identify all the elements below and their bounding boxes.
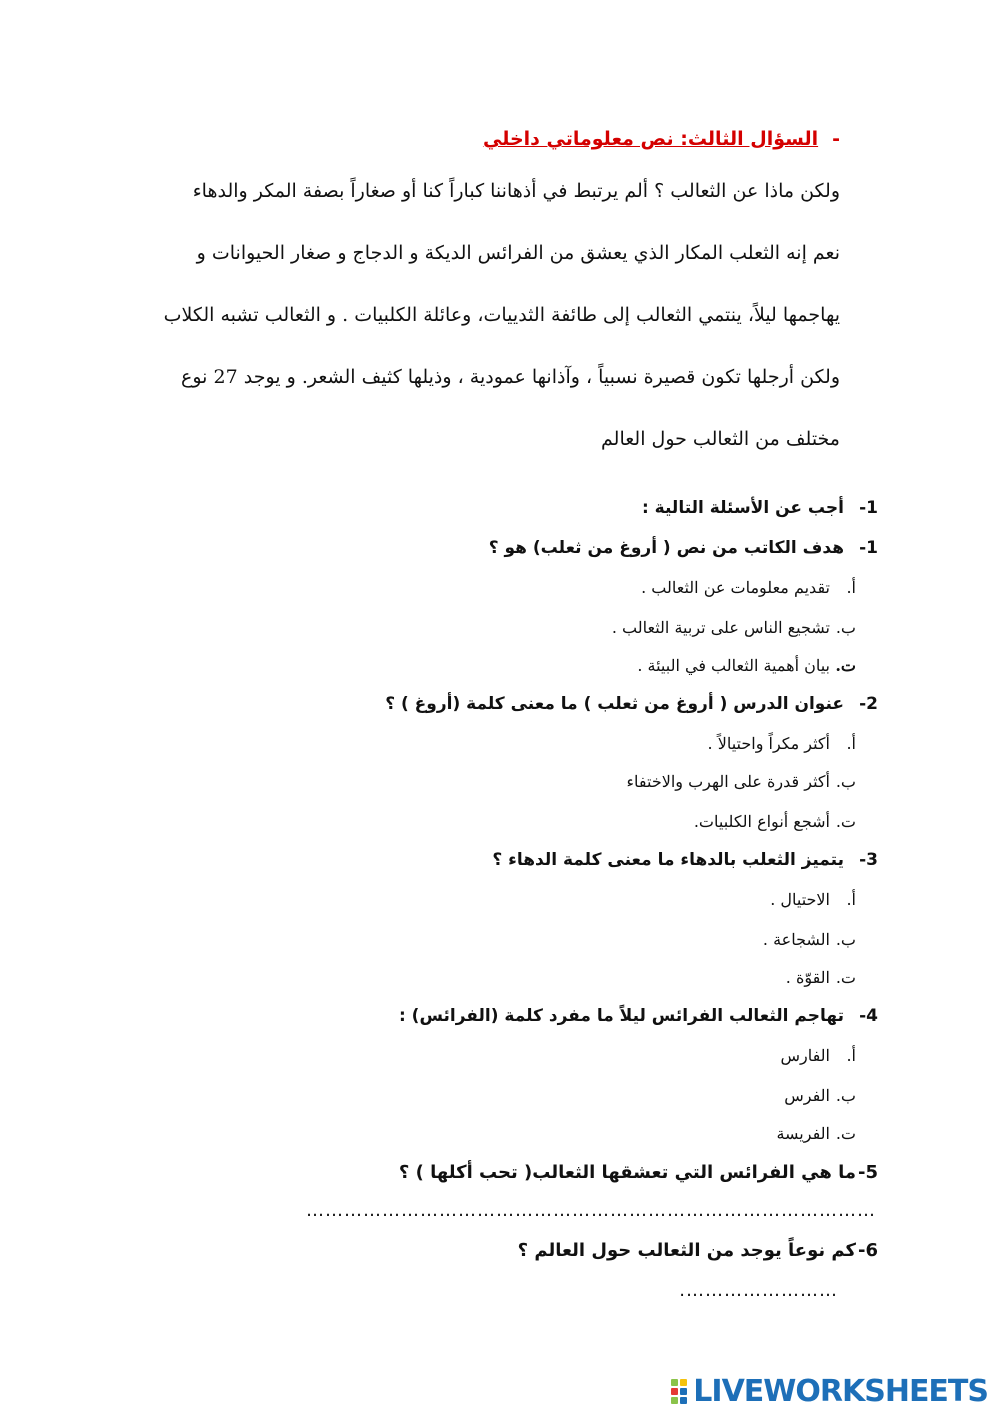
instruction-text: أجب عن الأسئلة التالية : [641,498,844,518]
option-letter: أ. [846,734,856,753]
option-letter: ب. [835,1086,856,1105]
q3-option-a[interactable] [770,890,856,909]
instruction-number: 1- [859,498,878,518]
question-text: تهاجم الثعالب الفرائس ليلاً ما مفرد كلمة (الفرائس) : [398,1006,844,1026]
question-2 [385,694,878,714]
question-3 [492,850,878,870]
logo-grid-icon [671,1379,687,1404]
q1-option-c[interactable] [637,656,856,675]
question-4 [399,1006,878,1026]
q4-option-c[interactable] [776,1124,856,1143]
question-number: 2- [859,694,878,714]
option-text: الشجاعة . [762,930,830,949]
option-letter: ب. [835,930,856,949]
question-text: يتميز الثعلب بالدهاء ما معنى كلمة الدهاء ؟ [492,850,844,870]
title-dash: - [832,128,840,150]
option-letter: ت. [835,1124,856,1143]
question-text: كم نوعاً يوجد من الثعالب حول العالم ؟ [517,1240,856,1261]
option-letter: ب. [835,772,856,791]
option-letter: ت. [835,812,856,831]
option-text: بيان أهمية الثعالب في البيئة . [637,656,830,675]
question-text: ما هي الفرائس التي تعشقها الثعالب( تحب أكلها ) ؟ [398,1162,856,1183]
q2-option-c[interactable] [694,812,856,831]
logo-square [671,1397,678,1404]
q1-option-a[interactable] [641,578,856,597]
logo-square [671,1379,678,1386]
q5-answer-line[interactable]: ……………………………………………………………………………… [306,1200,876,1221]
q4-option-b[interactable] [784,1086,856,1105]
logo-square [680,1388,687,1395]
option-text: تقديم معلومات عن الثعالب . [641,578,830,597]
question-number: 3- [859,850,878,870]
option-letter: أ. [846,890,856,909]
option-text: الفريسة [776,1124,830,1143]
question-number: 5- [857,1162,878,1183]
paragraph-line-2: نعم إنه الثعلب المكار الذي يعشق من الفرائس الديكة و الدجاج و صغار الحيوانات و [196,242,840,264]
q2-option-a[interactable] [708,734,856,753]
q3-option-c[interactable] [786,968,856,987]
option-text: أكثر مكراً واحتيالاً . [707,734,830,753]
logo-square [680,1379,687,1386]
q1-option-b[interactable] [612,618,856,637]
title-text: السؤال الثالث: نص معلوماتي داخلي [482,128,819,150]
question-1 [489,538,878,558]
logo-square [680,1397,687,1404]
option-text: تشجيع الناس على تربية الثعالب . [611,618,830,637]
option-letter: ت. [835,968,856,987]
q2-option-b[interactable] [627,772,857,791]
option-text: القوّة . [785,968,830,987]
question-text: هدف الكاتب من نص ( أروغ من ثعلب) هو ؟ [488,538,844,558]
option-letter: ب. [835,618,856,637]
option-text: الفارس [780,1046,830,1065]
question-number: 4- [859,1006,878,1026]
question-number: 6- [857,1240,878,1261]
option-text: الفرس [784,1086,830,1105]
option-letter: أ. [846,1046,856,1065]
question-text: عنوان الدرس ( أروغ من ثعلب ) ما معنى كلمة (أروغ ) ؟ [385,694,844,714]
q4-option-a[interactable] [780,1046,856,1065]
q6-answer-line[interactable]: ……………………. [679,1280,838,1301]
instruction [642,498,878,518]
paragraph-line-5: مختلف من الثعالب حول العالم [601,428,840,450]
paragraph-line-4: ولكن أرجلها تكون قصيرة نسبياً ، وآذانها عمودية ، وذيلها كثيف الشعر. و يوجد 27 نوع [181,366,840,388]
question-5 [399,1162,878,1183]
q3-option-b[interactable] [763,930,856,949]
option-letter: ت. [835,656,856,675]
option-letter: أ. [846,578,856,597]
logo-text: LIVEWORKSHEETS [693,1374,988,1409]
question-6 [518,1240,878,1261]
logo-square [671,1388,678,1395]
liveworksheets-logo[interactable] [671,1374,988,1409]
option-text: الاحتيال . [770,890,830,909]
option-text: أكثر قدرة على الهرب والاختفاء [626,772,830,791]
paragraph-line-3: يهاجمها ليلاً، ينتمي الثعالب إلى طائفة الثدييات، وعائلة الكلبيات . و الثعالب تشبه الكلاب [163,304,840,326]
option-text: أشجع أنواع الكلبيات. [693,812,830,831]
section-title [483,128,840,150]
question-number: 1- [859,538,878,558]
paragraph-line-1: ولكن ماذا عن الثعالب ؟ ألم يرتبط في أذهاننا كباراً كنا أو صغاراً بصفة المكر والدهاء [192,180,840,202]
